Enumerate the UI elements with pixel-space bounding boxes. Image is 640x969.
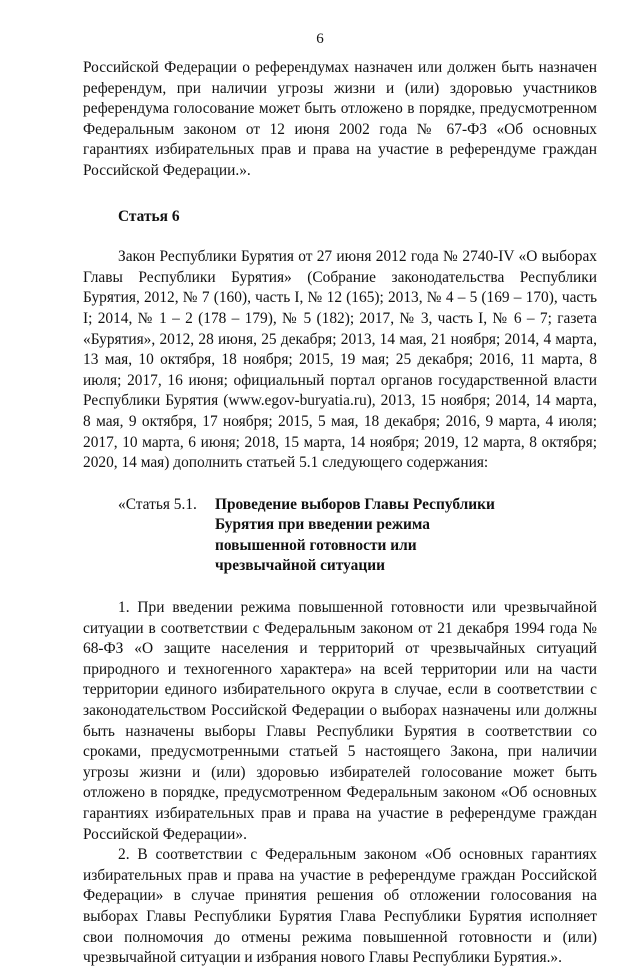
article-paragraph: Закон Республики Бурятия от 27 июня 2012 года № 2740-IV «О выборах Главы Республики Бурятия» (Собрание законодательства Республики Бурятия, 2012, № 7 (160), часть I, № 12 (165); 2013, № 4 – 5 (169 – 170), часть I; 2014, № 1 – 2 (178 – 179), № 5 (182); 2017, № 3, часть I, № 6 – 7; газета «Бурятия», 2012, 28 июня, 25 декабря; 2013, 14 мая, 21 ноября; 2014, 4 марта, 13 мая, 10 октября, 18 ноября; 2015, 19 мая; 25 декабря; 2016, 11 марта, 8 июля; 2017, 16 июня; официальный портал органов государственной власти Республики Бурятия (www.egov-buryatia.ru), 2013, 15 ноября; 2014, 14 марта, 8 мая, 9 октября, 17 ноября; 2015, 5 мая, 18 декабря; 2016, 9 марта, 4 июля; 2017, 10 марта, 6 июня; 2018, 15 марта, 14 ноября; 2019, 12 марта, 8 октября; 2020, 14 мая) дополнить статьей 5.1 следующего содержания: (83, 248, 597, 472)
page-number: 6 (316, 31, 324, 47)
document-body (83, 58, 597, 969)
subarticle-heading (83, 495, 597, 577)
intro-paragraph: Российской Федерации о референдумах назначен или должен быть назначен референдум, при наличии угрозы жизни и (или) здоровью участников референдума голосование может быть отложено в порядке, предусмотренном Федеральным законом от 12 июня 2002 года № 67-ФЗ «Об основных гарантиях избирательных прав и права на участие в референдуме граждан Российской Федерации.». (83, 59, 597, 179)
clause-2: 2. В соответствии с Федеральным законом «Об основных гарантиях избирательных прав и права на участие в референдуме граждан Российской Федерации» в случае принятия решения об отложении голосования на выборах Главы Республики Бурятия Глава Республики Бурятия исполняет свои полномочия до отмены режима повышенной готовности и (или) чрезвычайной ситуации и избрания нового Главы Республики Бурятия.». (83, 846, 597, 967)
subarticle-title: Проведение выборов Главы Республики Бурятия при введении режима повышенной готовности или чрезвычайной ситуации (215, 495, 495, 575)
clause-1: 1. При введении режима повышенной готовности или чрезвычайной ситуации в соответствии с Федеральным законом от 21 декабря 1994 года № 68-ФЗ «О защите населения и территорий от чрезвычайных ситуаций природного и техногенного характера» на всей территории или на части территории единого избирательного округа в случае, если в соответствии с законодательством Российской Федерации о выборах назначены или должны быть назначены выборы Главы Республики Бурятия в соответствии со сроками, предусмотренными статьей 5 настоящего Закона, при наличии угрозы жизни и (или) здоровью избирателей голосование может быть отложено в порядке, предусмотренном Федеральным законом «Об основных гарантиях избирательных прав и права на участие в референдуме граждан Российской Федерации». (83, 599, 597, 843)
subarticle-label: «Статья 5.1. (118, 495, 197, 513)
article-heading: Статья 6 (118, 207, 180, 225)
